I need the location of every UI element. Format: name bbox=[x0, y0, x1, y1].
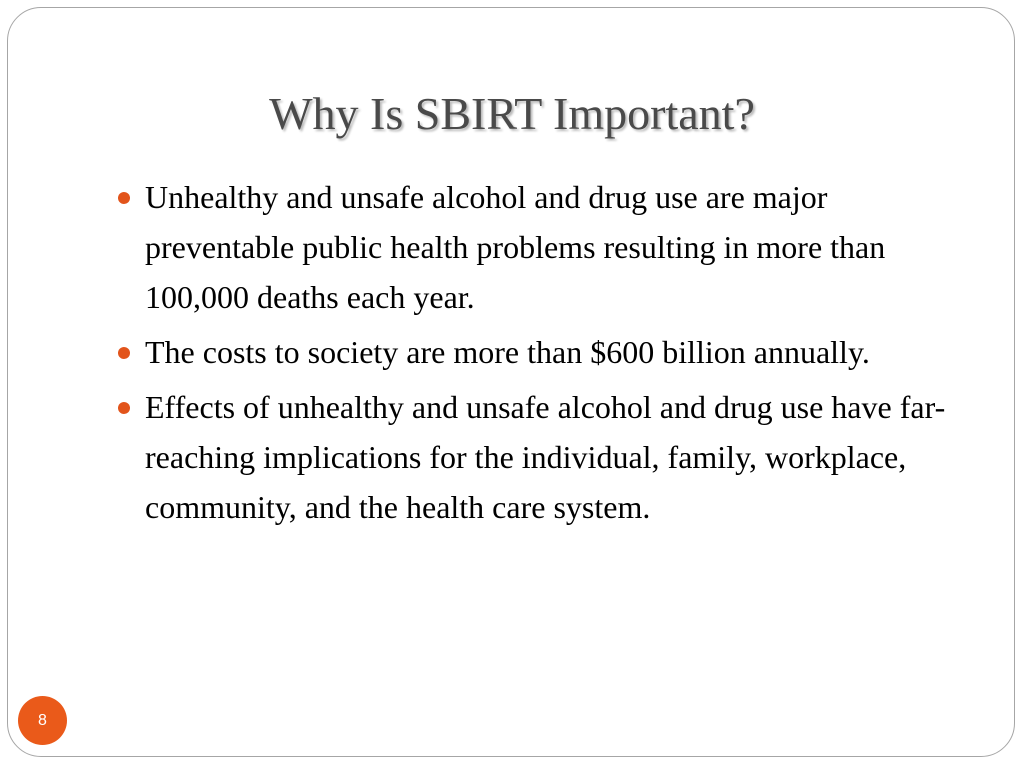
slide-title: Why Is SBIRT Important? bbox=[269, 88, 755, 139]
bullet-dot-icon bbox=[118, 402, 130, 414]
bullet-dot-icon bbox=[118, 192, 130, 204]
bullet-item bbox=[116, 382, 968, 532]
bullet-dot-icon bbox=[118, 347, 130, 359]
bullet-item bbox=[116, 327, 968, 377]
bullet-text: The costs to society are more than $600 billion annually. bbox=[145, 334, 870, 370]
bullet-list bbox=[116, 172, 968, 537]
bullet-item bbox=[116, 172, 968, 322]
bullet-text: Effects of unhealthy and unsafe alcohol and drug use have far-reaching implications for the individual, family, workplace, community, and the health care system. bbox=[145, 389, 946, 525]
bullet-text: Unhealthy and unsafe alcohol and drug use are major preventable public health problems resulting in more than 100,000 deaths each year. bbox=[145, 179, 886, 315]
slide-number-badge: 8 bbox=[18, 696, 67, 745]
